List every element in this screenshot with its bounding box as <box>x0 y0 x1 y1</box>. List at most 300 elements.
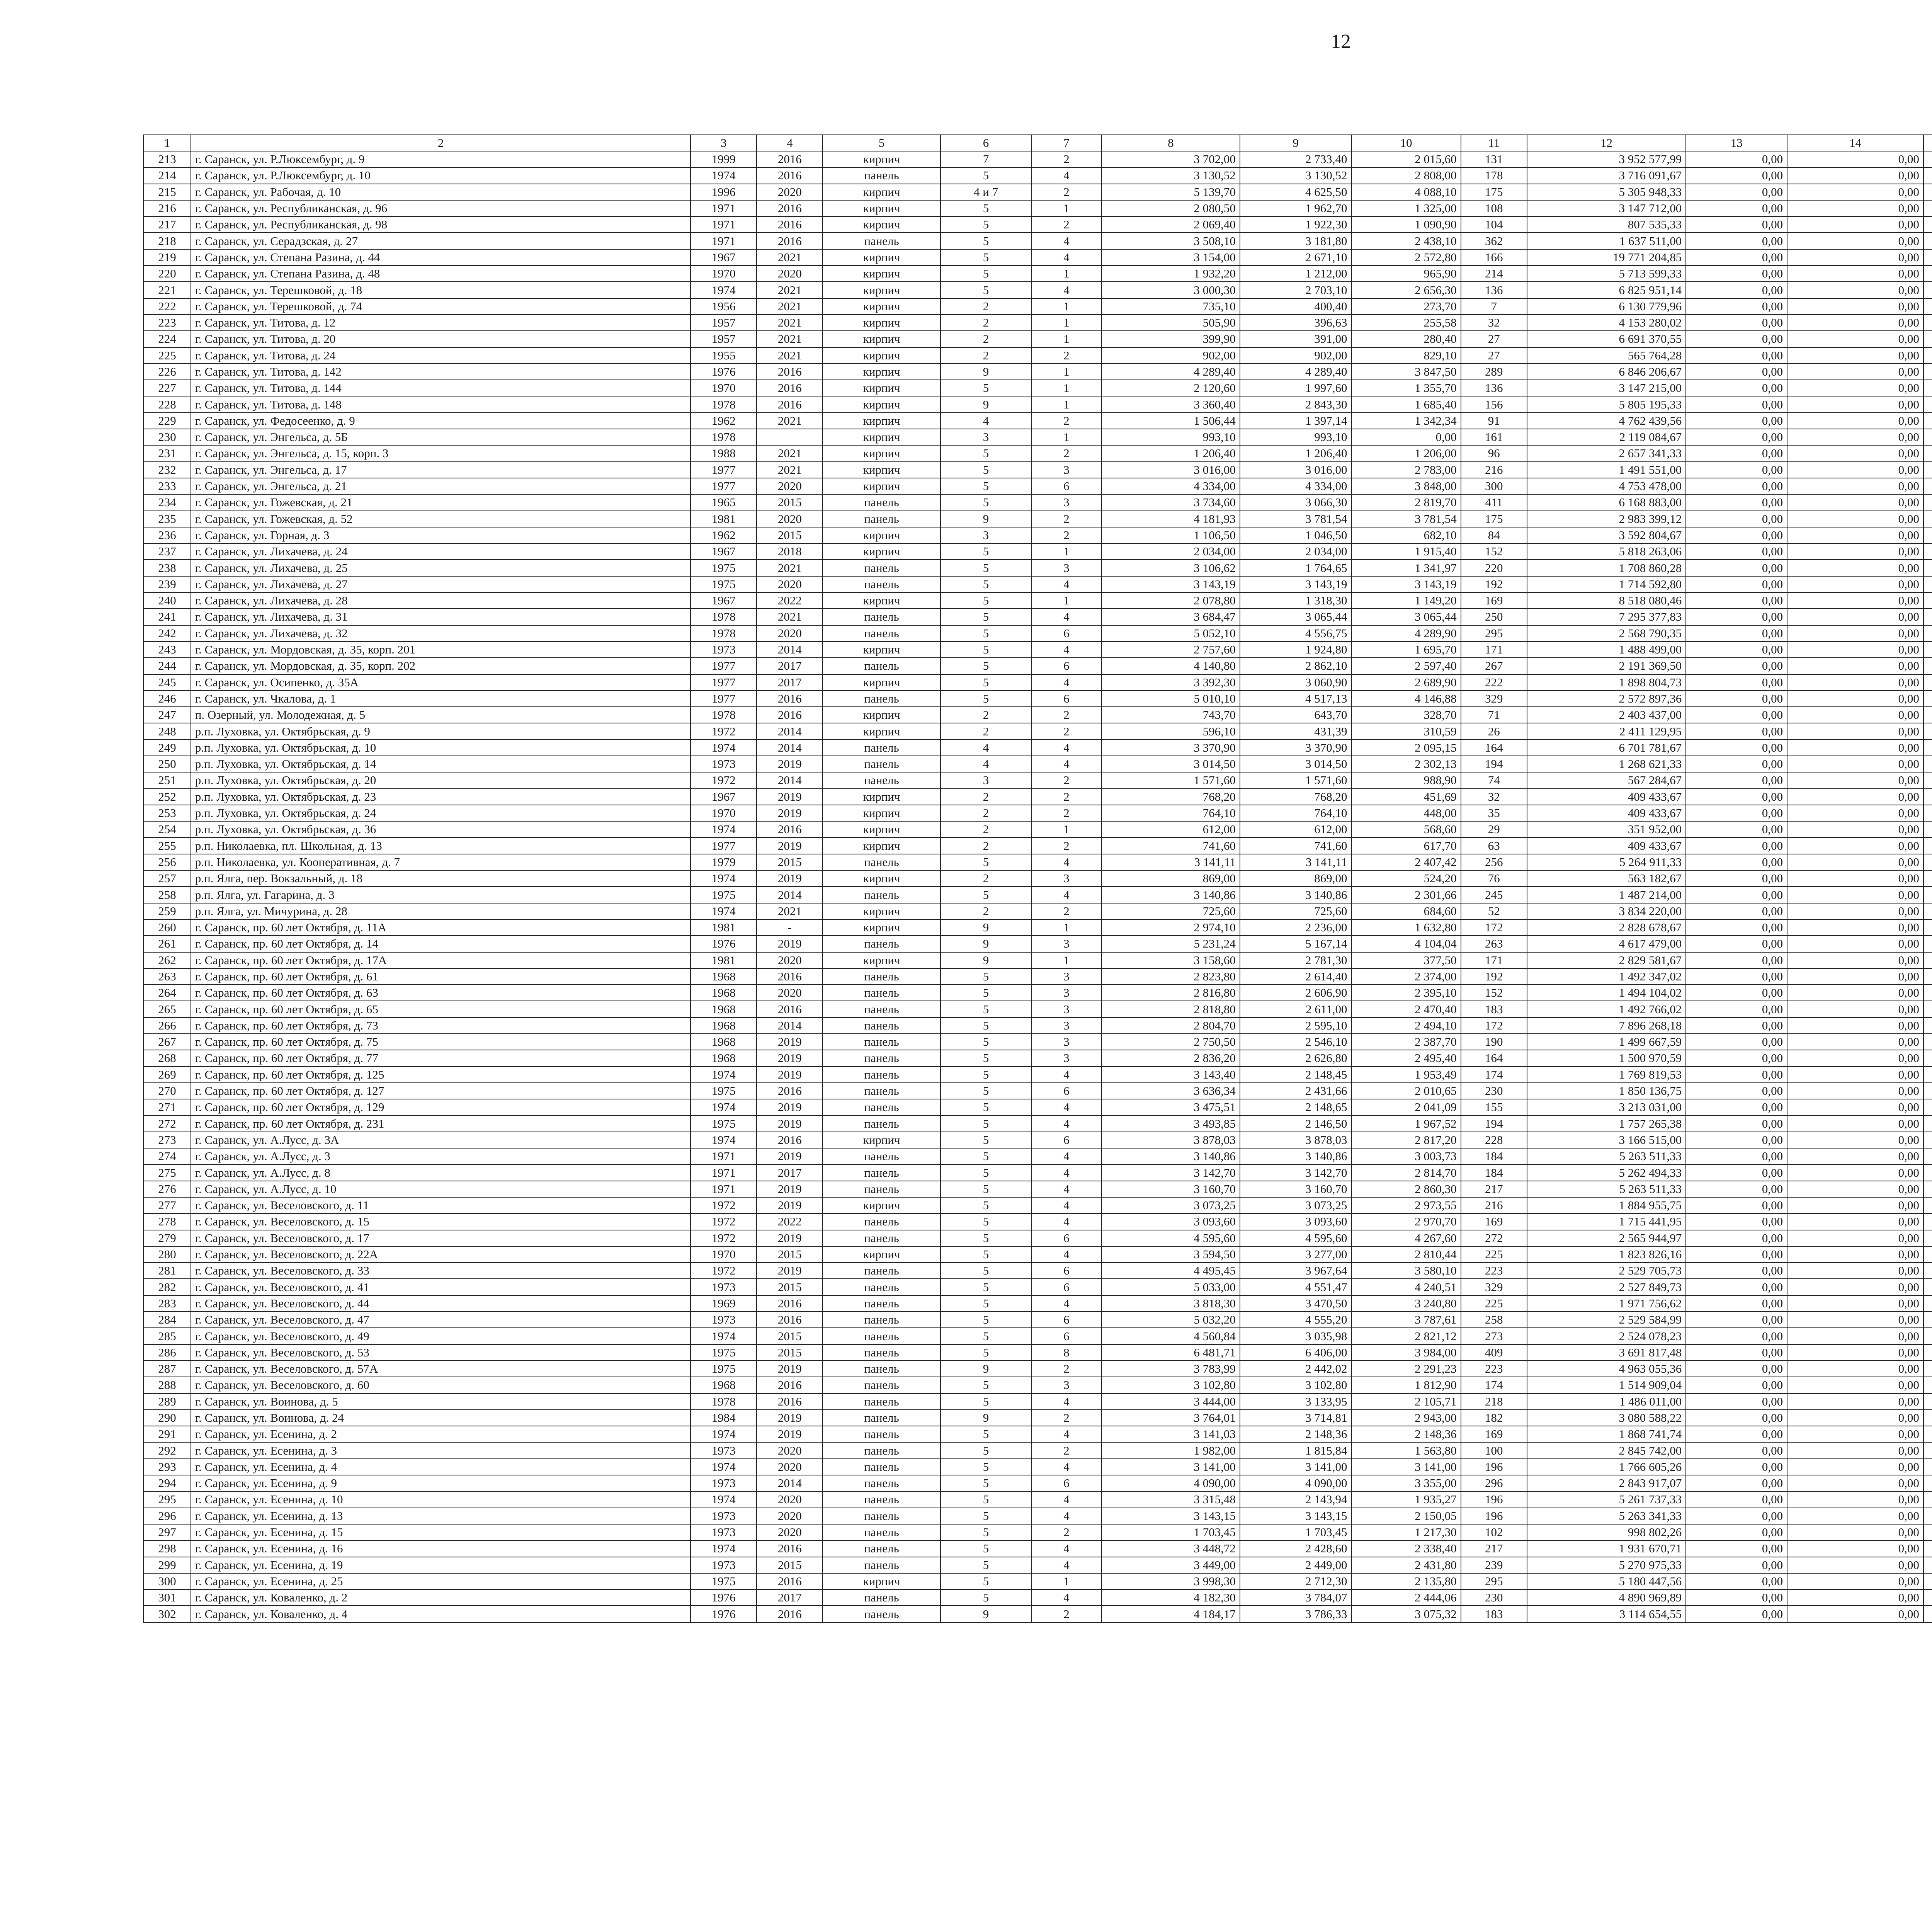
table-row <box>143 919 1932 936</box>
table-row <box>143 511 1932 527</box>
table-cell-col-8: 3 160,70 <box>1102 1181 1240 1197</box>
table-cell-col-10: 3 781,54 <box>1352 511 1461 527</box>
table-cell-col-8: 1 932,20 <box>1102 265 1240 282</box>
table-cell-col-3: 1965 <box>690 494 757 510</box>
table-cell-col-14: 0,00 <box>1787 151 1923 167</box>
table-cell-col-2: г. Саранск, ул. Веселовского, д. 41 <box>191 1279 690 1295</box>
table-cell-col-13: 0,00 <box>1686 1344 1787 1361</box>
table-cell-col-1: 266 <box>143 1018 191 1034</box>
table-cell-col-12: 4 753 478,00 <box>1527 478 1686 494</box>
table-cell-col-9: 2 712,30 <box>1240 1573 1352 1589</box>
table-cell-col-11: 175 <box>1461 511 1527 527</box>
table-cell-col-3: 1981 <box>690 952 757 968</box>
table-cell-col-8: 612,00 <box>1102 821 1240 837</box>
table-cell-col-8: 3 014,50 <box>1102 756 1240 772</box>
table-cell-col-9: 3 130,52 <box>1240 167 1352 184</box>
table-cell-col-13: 0,00 <box>1686 527 1787 543</box>
table-cell-col-9: 3 470,50 <box>1240 1295 1352 1312</box>
register-table <box>143 134 1932 1623</box>
table-cell-col-9: 2 428,60 <box>1240 1540 1352 1557</box>
table-cell-col-13: 0,00 <box>1686 429 1787 445</box>
table-cell-col-14: 0,00 <box>1787 200 1923 216</box>
table-cell-col-13: 0,00 <box>1686 887 1787 903</box>
table-cell-col-13: 0,00 <box>1686 854 1787 870</box>
table-cell-col-9: 3 878,03 <box>1240 1132 1352 1148</box>
table-row <box>143 887 1932 903</box>
table-cell-col-4: 2015 <box>757 854 823 870</box>
table-row <box>143 1246 1932 1263</box>
table-cell-col-12: 2 828 678,67 <box>1527 919 1686 936</box>
table-cell-col-11: 272 <box>1461 1230 1527 1246</box>
column-header-13: 13 <box>1686 135 1787 151</box>
table-cell-col-4: 2018 <box>757 543 823 560</box>
table-cell-col-15 <box>1923 772 1932 788</box>
table-cell-col-4: 2015 <box>757 1246 823 1263</box>
column-header-9: 9 <box>1240 135 1352 151</box>
table-cell-col-15 <box>1923 396 1932 412</box>
table-cell-col-8: 3 073,25 <box>1102 1197 1240 1213</box>
table-cell-col-5: панель <box>823 609 940 625</box>
table-cell-col-14: 0,00 <box>1787 233 1923 249</box>
table-cell-col-12: 2 411 129,95 <box>1527 723 1686 739</box>
table-cell-col-3: 1978 <box>690 1394 757 1410</box>
table-cell-col-9: 3 016,00 <box>1240 462 1352 478</box>
table-cell-col-7: 4 <box>1031 1181 1102 1197</box>
table-cell-col-14: 0,00 <box>1787 1459 1923 1475</box>
table-cell-col-2: р.п. Ялга, ул. Гагарина, д. 3 <box>191 887 690 903</box>
table-cell-col-8: 4 495,45 <box>1102 1263 1240 1279</box>
table-cell-col-3: 1981 <box>690 919 757 936</box>
table-cell-col-13: 0,00 <box>1686 789 1787 805</box>
table-cell-col-10: 2 150,05 <box>1352 1508 1461 1524</box>
table-cell-col-11: 300 <box>1461 478 1527 494</box>
table-cell-col-6: 2 <box>940 903 1031 919</box>
table-cell-col-5: кирпич <box>823 543 940 560</box>
table-cell-col-9: 2 442,02 <box>1240 1361 1352 1377</box>
table-cell-col-6: 2 <box>940 870 1031 887</box>
table-cell-col-14: 0,00 <box>1787 887 1923 903</box>
table-cell-col-14: 0,00 <box>1787 445 1923 461</box>
table-cell-col-6: 9 <box>940 364 1031 380</box>
table-cell-col-4: 2021 <box>757 462 823 478</box>
table-cell-col-15 <box>1923 364 1932 380</box>
table-cell-col-6: 5 <box>940 1394 1031 1410</box>
table-cell-col-13: 0,00 <box>1686 1279 1787 1295</box>
table-cell-col-8: 2 034,00 <box>1102 543 1240 560</box>
table-cell-col-12: 2 657 341,33 <box>1527 445 1686 461</box>
table-cell-col-6: 5 <box>940 1099 1031 1115</box>
table-cell-col-2: г. Саранск, ул. Степана Разина, д. 48 <box>191 265 690 282</box>
table-cell-col-15 <box>1923 167 1932 184</box>
table-cell-col-15 <box>1923 315 1932 331</box>
table-cell-col-13: 0,00 <box>1686 870 1787 887</box>
table-cell-col-15 <box>1923 1067 1932 1083</box>
table-cell-col-12: 5 305 948,33 <box>1527 184 1686 200</box>
table-cell-col-9: 431,39 <box>1240 723 1352 739</box>
table-cell-col-3: 1973 <box>690 1475 757 1491</box>
table-cell-col-15 <box>1923 1181 1932 1197</box>
table-cell-col-8: 505,90 <box>1102 315 1240 331</box>
table-cell-col-12: 563 182,67 <box>1527 870 1686 887</box>
table-cell-col-8: 5 032,20 <box>1102 1312 1240 1328</box>
table-cell-col-1: 227 <box>143 380 191 396</box>
table-cell-col-2: г. Саранск, ул. Лихачева, д. 25 <box>191 560 690 576</box>
table-cell-col-6: 9 <box>940 936 1031 952</box>
table-cell-col-4: 2017 <box>757 1164 823 1181</box>
table-cell-col-7: 3 <box>1031 1034 1102 1050</box>
table-cell-col-13: 0,00 <box>1686 1589 1787 1606</box>
table-cell-col-10: 2 395,10 <box>1352 985 1461 1001</box>
table-cell-col-2: г. Саранск, ул. Лихачева, д. 24 <box>191 543 690 560</box>
table-row <box>143 674 1932 691</box>
table-cell-col-12: 409 433,67 <box>1527 789 1686 805</box>
table-cell-col-3: 1968 <box>690 1001 757 1017</box>
table-cell-col-8: 764,10 <box>1102 805 1240 821</box>
table-cell-col-6: 4 <box>940 413 1031 429</box>
table-cell-col-10: 2 444,06 <box>1352 1589 1461 1606</box>
table-cell-col-14: 0,00 <box>1787 478 1923 494</box>
table-cell-col-2: г. Саранск, ул. Р.Люксембург, д. 10 <box>191 167 690 184</box>
table-cell-col-10: 682,10 <box>1352 527 1461 543</box>
table-cell-col-15 <box>1923 1475 1932 1491</box>
table-cell-col-3: 1974 <box>690 1426 757 1442</box>
table-cell-col-8: 4 595,60 <box>1102 1230 1240 1246</box>
table-cell-col-13: 0,00 <box>1686 1181 1787 1197</box>
table-cell-col-12: 1 884 955,75 <box>1527 1197 1686 1213</box>
table-cell-col-4: 2019 <box>757 1426 823 1442</box>
table-cell-col-14: 0,00 <box>1787 789 1923 805</box>
table-cell-col-1: 273 <box>143 1132 191 1148</box>
table-cell-col-4: 2019 <box>757 1181 823 1197</box>
table-cell-col-5: кирпич <box>823 429 940 445</box>
table-cell-col-7: 6 <box>1031 658 1102 674</box>
table-cell-col-7: 4 <box>1031 1491 1102 1508</box>
table-cell-col-7: 1 <box>1031 200 1102 216</box>
table-cell-col-13: 0,00 <box>1686 1377 1787 1393</box>
table-cell-col-12: 1 500 970,59 <box>1527 1050 1686 1066</box>
table-row <box>143 380 1932 396</box>
table-cell-col-4: 2020 <box>757 625 823 642</box>
table-cell-col-8: 4 184,17 <box>1102 1606 1240 1622</box>
table-cell-col-10: 829,10 <box>1352 347 1461 364</box>
table-cell-col-9: 3 781,54 <box>1240 511 1352 527</box>
table-cell-col-9: 3 714,81 <box>1240 1410 1352 1426</box>
table-cell-col-6: 2 <box>940 821 1031 837</box>
table-cell-col-10: 1 695,70 <box>1352 642 1461 658</box>
table-cell-col-10: 3 355,00 <box>1352 1475 1461 1491</box>
table-row <box>143 1181 1932 1197</box>
table-cell-col-10: 2 689,90 <box>1352 674 1461 691</box>
table-cell-col-10: 1 953,49 <box>1352 1067 1461 1083</box>
table-cell-col-13: 0,00 <box>1686 1442 1787 1458</box>
table-body <box>143 151 1932 1622</box>
table-cell-col-2: г. Саранск, ул. Мордовская, д. 35, корп. 202 <box>191 658 690 674</box>
table-cell-col-4: 2019 <box>757 1050 823 1066</box>
table-cell-col-5: кирпич <box>823 200 940 216</box>
table-cell-col-9: 768,20 <box>1240 789 1352 805</box>
table-cell-col-5: панель <box>823 1459 940 1475</box>
table-cell-col-9: 2 595,10 <box>1240 1018 1352 1034</box>
table-cell-col-4: 2019 <box>757 756 823 772</box>
table-cell-col-9: 643,70 <box>1240 707 1352 723</box>
table-cell-col-12: 3 716 091,67 <box>1527 167 1686 184</box>
table-cell-col-9: 2 671,10 <box>1240 249 1352 265</box>
table-cell-col-7: 4 <box>1031 887 1102 903</box>
table-cell-col-11: 192 <box>1461 968 1527 985</box>
table-cell-col-12: 7 295 377,83 <box>1527 609 1686 625</box>
table-row <box>143 1067 1932 1083</box>
table-cell-col-6: 5 <box>940 494 1031 510</box>
table-cell-col-10: 2 970,70 <box>1352 1213 1461 1230</box>
table-cell-col-9: 3 370,90 <box>1240 740 1352 756</box>
table-cell-col-3: 1957 <box>690 331 757 347</box>
table-cell-col-10: 3 141,00 <box>1352 1459 1461 1475</box>
table-cell-col-6: 9 <box>940 919 1031 936</box>
table-cell-col-12: 2 572 897,36 <box>1527 691 1686 707</box>
table-cell-col-6: 5 <box>940 1018 1031 1034</box>
table-cell-col-8: 5 033,00 <box>1102 1279 1240 1295</box>
table-cell-col-13: 0,00 <box>1686 805 1787 821</box>
table-cell-col-6: 4 <box>940 756 1031 772</box>
table-cell-col-10: 3 984,00 <box>1352 1344 1461 1361</box>
table-cell-col-7: 2 <box>1031 805 1102 821</box>
table-cell-col-1: 271 <box>143 1099 191 1115</box>
table-cell-col-4: 2020 <box>757 1508 823 1524</box>
table-cell-col-4: 2016 <box>757 1573 823 1589</box>
table-cell-col-8: 4 182,30 <box>1102 1589 1240 1606</box>
table-cell-col-13: 0,00 <box>1686 445 1787 461</box>
table-cell-col-2: г. Саранск, ул. Терешковой, д. 18 <box>191 282 690 298</box>
table-cell-col-11: 178 <box>1461 167 1527 184</box>
table-cell-col-5: панель <box>823 1295 940 1312</box>
table-cell-col-6: 5 <box>940 1557 1031 1573</box>
table-cell-col-12: 998 802,26 <box>1527 1524 1686 1540</box>
table-cell-col-3: 1968 <box>690 1018 757 1034</box>
table-cell-col-14: 0,00 <box>1787 1050 1923 1066</box>
table-cell-col-5: панель <box>823 1213 940 1230</box>
table-cell-col-8: 3 734,60 <box>1102 494 1240 510</box>
table-cell-col-1: 244 <box>143 658 191 674</box>
table-row <box>143 968 1932 985</box>
table-row <box>143 265 1932 282</box>
table-cell-col-4: 2016 <box>757 167 823 184</box>
column-header-8: 8 <box>1102 135 1240 151</box>
table-cell-col-14: 0,00 <box>1787 413 1923 429</box>
table-cell-col-14: 0,00 <box>1787 854 1923 870</box>
table-cell-col-1: 298 <box>143 1540 191 1557</box>
table-cell-col-6: 5 <box>940 625 1031 642</box>
table-cell-col-11: 245 <box>1461 887 1527 903</box>
table-cell-col-15 <box>1923 151 1932 167</box>
table-cell-col-15 <box>1923 1034 1932 1050</box>
table-cell-col-8: 3 140,86 <box>1102 887 1240 903</box>
table-cell-col-11: 74 <box>1461 772 1527 788</box>
table-cell-col-15 <box>1923 919 1932 936</box>
table-cell-col-5: панель <box>823 1312 940 1328</box>
table-cell-col-9: 4 289,40 <box>1240 364 1352 380</box>
table-cell-col-6: 5 <box>940 233 1031 249</box>
table-cell-col-6: 5 <box>940 1132 1031 1148</box>
table-row <box>143 1524 1932 1540</box>
table-cell-col-15 <box>1923 478 1932 494</box>
table-cell-col-15 <box>1923 1246 1932 1263</box>
table-cell-col-11: 164 <box>1461 740 1527 756</box>
table-cell-col-12: 6 168 883,00 <box>1527 494 1686 510</box>
table-cell-col-4: 2014 <box>757 1475 823 1491</box>
table-cell-col-6: 5 <box>940 200 1031 216</box>
table-cell-col-3: 1974 <box>690 1099 757 1115</box>
table-cell-col-5: панель <box>823 658 940 674</box>
table-cell-col-1: 265 <box>143 1001 191 1017</box>
table-cell-col-1: 251 <box>143 772 191 788</box>
table-cell-col-8: 3 130,52 <box>1102 167 1240 184</box>
table-cell-col-8: 1 506,44 <box>1102 413 1240 429</box>
table-cell-col-4: 2021 <box>757 445 823 461</box>
table-cell-col-10: 377,50 <box>1352 952 1461 968</box>
table-cell-col-14: 0,00 <box>1787 609 1923 625</box>
table-cell-col-8: 1 982,00 <box>1102 1442 1240 1458</box>
table-cell-col-11: 239 <box>1461 1557 1527 1573</box>
table-cell-col-1: 262 <box>143 952 191 968</box>
table-cell-col-3: 1975 <box>690 576 757 592</box>
table-cell-col-9: 2 431,66 <box>1240 1083 1352 1099</box>
table-cell-col-13: 0,00 <box>1686 674 1787 691</box>
table-cell-col-14: 0,00 <box>1787 364 1923 380</box>
table-cell-col-11: 156 <box>1461 396 1527 412</box>
table-cell-col-5: панель <box>823 1148 940 1164</box>
table-cell-col-3: 1968 <box>690 1050 757 1066</box>
table-cell-col-11: 32 <box>1461 315 1527 331</box>
table-cell-col-14: 0,00 <box>1787 1067 1923 1083</box>
table-cell-col-15 <box>1923 592 1932 609</box>
table-cell-col-2: г. Саранск, ул. Воинова, д. 24 <box>191 1410 690 1426</box>
table-cell-col-6: 5 <box>940 1589 1031 1606</box>
table-cell-col-1: 215 <box>143 184 191 200</box>
table-cell-col-14: 0,00 <box>1787 936 1923 952</box>
table-cell-col-12: 1 514 909,04 <box>1527 1377 1686 1393</box>
table-cell-col-7: 2 <box>1031 707 1102 723</box>
table-cell-col-3: 1956 <box>690 298 757 315</box>
column-header-4: 4 <box>757 135 823 151</box>
table-cell-col-1: 249 <box>143 740 191 756</box>
table-cell-col-10: 0,00 <box>1352 429 1461 445</box>
table-cell-col-1: 284 <box>143 1312 191 1328</box>
table-cell-col-12: 409 433,67 <box>1527 837 1686 854</box>
table-cell-col-3: 1974 <box>690 1132 757 1148</box>
table-cell-col-3: 1973 <box>690 1312 757 1328</box>
table-row <box>143 1001 1932 1017</box>
table-cell-col-7: 4 <box>1031 282 1102 298</box>
table-cell-col-3: 1975 <box>690 1361 757 1377</box>
table-cell-col-10: 2 010,65 <box>1352 1083 1461 1099</box>
table-cell-col-15 <box>1923 1426 1932 1442</box>
table-cell-col-11: 136 <box>1461 380 1527 396</box>
table-cell-col-4: 2016 <box>757 821 823 837</box>
table-cell-col-9: 3 065,44 <box>1240 609 1352 625</box>
table-cell-col-5: панель <box>823 1361 940 1377</box>
table-cell-col-10: 2 656,30 <box>1352 282 1461 298</box>
table-cell-col-13: 0,00 <box>1686 756 1787 772</box>
table-cell-col-6: 5 <box>940 1279 1031 1295</box>
table-cell-col-1: 253 <box>143 805 191 821</box>
table-cell-col-11: 174 <box>1461 1067 1527 1083</box>
table-cell-col-14: 0,00 <box>1787 1573 1923 1589</box>
table-cell-col-7: 6 <box>1031 478 1102 494</box>
table-cell-col-8: 3 000,30 <box>1102 282 1240 298</box>
table-cell-col-3: 1957 <box>690 315 757 331</box>
table-cell-col-5: панель <box>823 1181 940 1197</box>
table-cell-col-9: 2 546,10 <box>1240 1034 1352 1050</box>
table-cell-col-2: г. Саранск, ул. Степана Разина, д. 44 <box>191 249 690 265</box>
table-cell-col-15 <box>1923 1197 1932 1213</box>
table-cell-col-7: 6 <box>1031 1132 1102 1148</box>
table-cell-col-6: 9 <box>940 396 1031 412</box>
table-cell-col-2: г. Саранск, ул. Республиканская, д. 96 <box>191 200 690 216</box>
table-cell-col-5: кирпич <box>823 249 940 265</box>
table-cell-col-6: 5 <box>940 478 1031 494</box>
table-cell-col-14: 0,00 <box>1787 380 1923 396</box>
table-cell-col-10: 3 075,32 <box>1352 1606 1461 1622</box>
table-cell-col-6: 5 <box>940 1459 1031 1475</box>
table-cell-col-11: 225 <box>1461 1246 1527 1263</box>
table-cell-col-3: 1972 <box>690 1230 757 1246</box>
table-row <box>143 1557 1932 1573</box>
table-cell-col-7: 1 <box>1031 315 1102 331</box>
table-cell-col-5: кирпич <box>823 723 940 739</box>
table-cell-col-7: 4 <box>1031 1067 1102 1083</box>
table-cell-col-7: 4 <box>1031 167 1102 184</box>
table-cell-col-6: 2 <box>940 707 1031 723</box>
table-cell-col-12: 3 147 215,00 <box>1527 380 1686 396</box>
table-row <box>143 1606 1932 1622</box>
table-cell-col-5: кирпич <box>823 151 940 167</box>
table-cell-col-7: 4 <box>1031 1164 1102 1181</box>
table-cell-col-5: кирпич <box>823 216 940 233</box>
table-cell-col-11: 161 <box>1461 429 1527 445</box>
table-cell-col-14: 0,00 <box>1787 919 1923 936</box>
table-cell-col-13: 0,00 <box>1686 184 1787 200</box>
table-cell-col-15 <box>1923 691 1932 707</box>
table-cell-col-3: 1970 <box>690 265 757 282</box>
table-cell-col-10: 2 431,80 <box>1352 1557 1461 1573</box>
table-cell-col-9: 4 090,00 <box>1240 1475 1352 1491</box>
table-cell-col-14: 0,00 <box>1787 184 1923 200</box>
table-row <box>143 854 1932 870</box>
table-cell-col-15 <box>1923 494 1932 510</box>
table-cell-col-8: 3 448,72 <box>1102 1540 1240 1557</box>
table-cell-col-9: 2 733,40 <box>1240 151 1352 167</box>
table-cell-col-5: кирпич <box>823 315 940 331</box>
register-table-container <box>143 134 1932 1623</box>
table-row <box>143 625 1932 642</box>
table-cell-col-13: 0,00 <box>1686 315 1787 331</box>
column-header-5: 5 <box>823 135 940 151</box>
table-cell-col-14: 0,00 <box>1787 1181 1923 1197</box>
table-cell-col-2: г. Саранск, ул. Титова, д. 24 <box>191 347 690 364</box>
table-cell-col-5: кирпич <box>823 364 940 380</box>
table-cell-col-4: 2021 <box>757 249 823 265</box>
table-cell-col-2: р.п. Ялга, пер. Вокзальный, д. 18 <box>191 870 690 887</box>
table-cell-col-2: г. Саранск, ул. Осипенко, д. 35А <box>191 674 690 691</box>
table-cell-col-6: 5 <box>940 1213 1031 1230</box>
table-cell-col-4: 2014 <box>757 1018 823 1034</box>
table-cell-col-2: г. Саранск, ул. Коваленко, д. 4 <box>191 1606 690 1622</box>
table-cell-col-15 <box>1923 887 1932 903</box>
table-cell-col-12: 2 403 437,00 <box>1527 707 1686 723</box>
table-cell-col-12: 3 114 654,55 <box>1527 1606 1686 1622</box>
table-cell-col-7: 2 <box>1031 527 1102 543</box>
table-cell-col-2: г. Саранск, ул. Титова, д. 142 <box>191 364 690 380</box>
